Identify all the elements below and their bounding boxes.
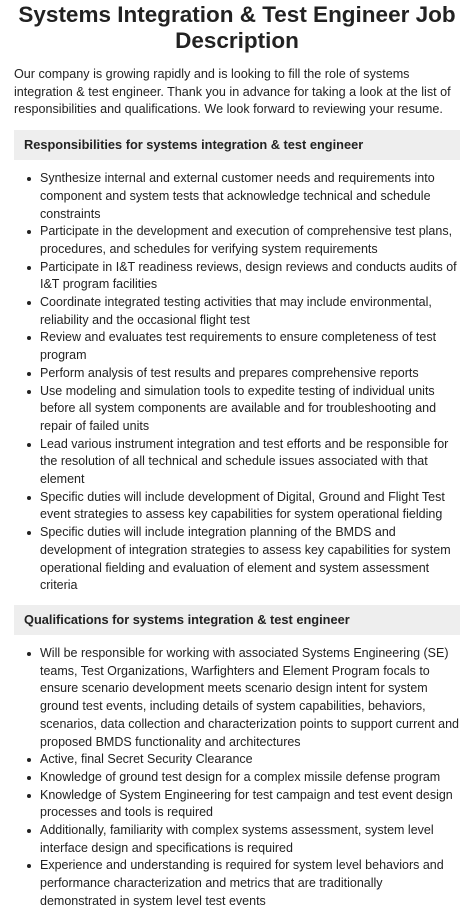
qualifications-heading: Qualifications for systems integration & test engineer <box>14 605 460 635</box>
list-item: Knowledge of System Engineering for test campaign and test event design processes and tools is required <box>40 787 460 822</box>
list-item: Experience and understanding is required for system level behaviors and performance characterization and metrics that are traditionally demonstrated in system level test events <box>40 857 460 910</box>
responsibilities-list <box>14 170 460 595</box>
list-item: Active, final Secret Security Clearance <box>40 751 460 769</box>
list-item: Perform analysis of test results and prepares comprehensive reports <box>40 365 460 383</box>
list-item: Use modeling and simulation tools to expedite testing of individual units before all system components are available and for troubleshooting and repair of failed units <box>40 383 460 436</box>
list-item: Knowledge of ground test design for a complex missile defense program <box>40 769 460 787</box>
list-item: Additionally, familiarity with complex systems assessment, system level interface design and specifications is required <box>40 822 460 857</box>
list-item: Participate in I&T readiness reviews, design reviews and conducts audits of I&T program facilities <box>40 259 460 294</box>
list-item: Will be responsible for working with associated Systems Engineering (SE) teams, Test Organizations, Warfighters and Element Program focals to ensure scenario development meets scenario design intent for system ground test events, including details of system capabilities, behaviors, scenarios, data collection and characterization points to support current and proposed BMDS functionality and architectures <box>40 645 460 751</box>
list-item: Specific duties will include development of Digital, Ground and Flight Test event strategies to assess key capabilities for system operational fielding <box>40 489 460 524</box>
list-item: Participate in the development and execution of comprehensive test plans, procedures, and schedules for verifying system requirements <box>40 223 460 258</box>
list-item: Synthesize internal and external customer needs and requirements into component and system tests that acknowledge technical and schedule constraints <box>40 170 460 223</box>
intro-paragraph: Our company is growing rapidly and is looking to fill the role of systems integration & test engineer. Thank you in advance for taking a look at the list of responsibilities and qualifications. We look forward to reviewing your resume. <box>14 67 451 117</box>
qualifications-list <box>14 645 460 911</box>
list-item: Coordinate integrated testing activities that may include environmental, reliability and the occasional flight test <box>40 294 460 329</box>
list-item: Lead various instrument integration and test efforts and be responsible for the resolution of all technical and schedule issues associated with that element <box>40 436 460 489</box>
list-item: Specific duties will include integration planning of the BMDS and development of integration strategies to assess key capabilities for system operational fielding and evaluation of element and system assessment criteria <box>40 524 460 595</box>
page-title: Systems Integration & Test Engineer Job Description <box>18 2 456 53</box>
responsibilities-heading: Responsibilities for systems integration & test engineer <box>14 130 460 160</box>
list-item: Review and evaluates test requirements to ensure completeness of test program <box>40 329 460 364</box>
